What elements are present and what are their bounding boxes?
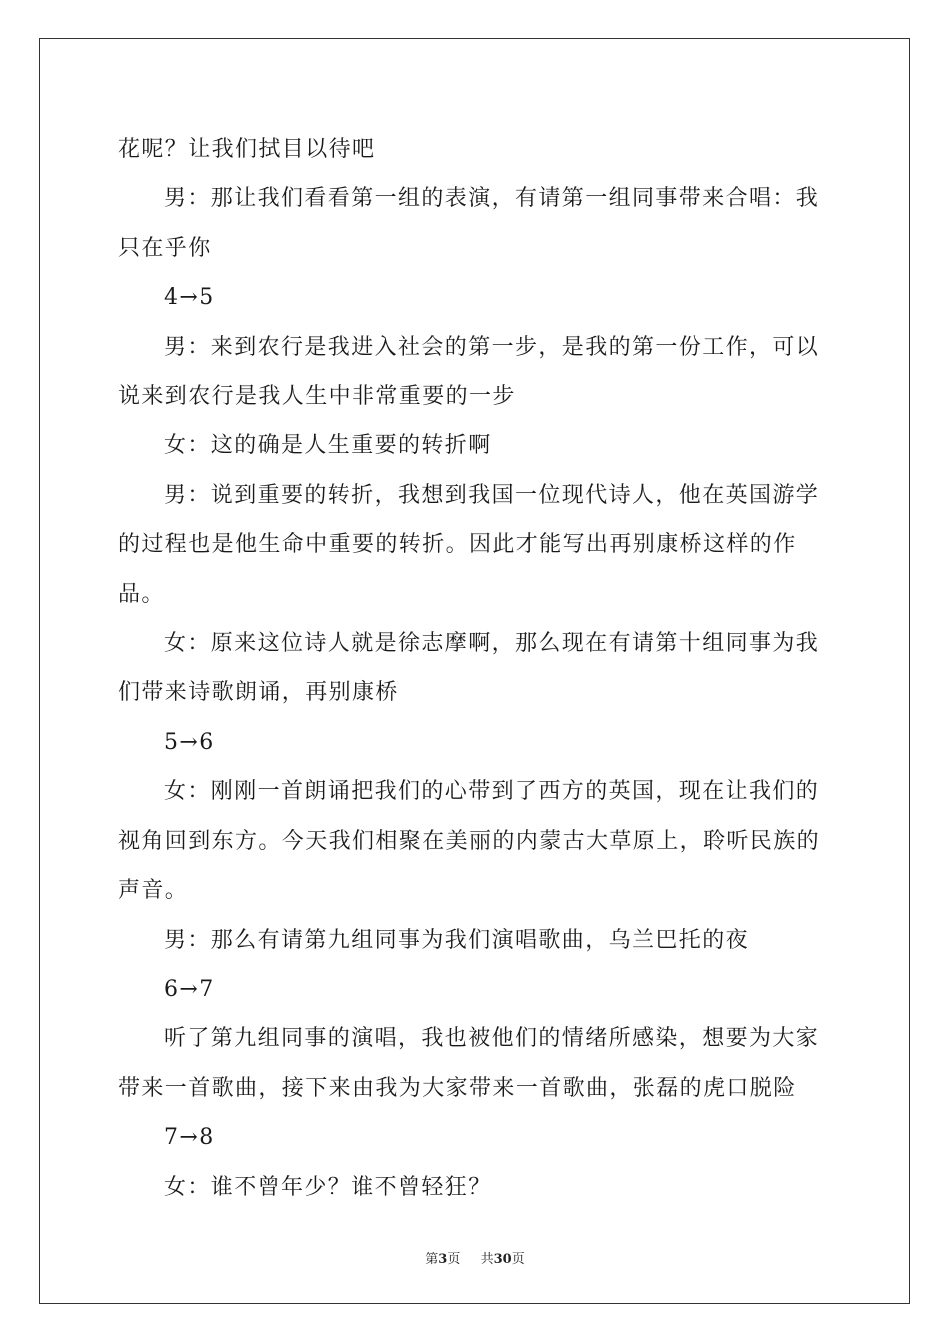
paragraph: 男：说到重要的转折，我想到我国一位现代诗人，他在英国游学的过程也是他生命中重要的转折。因此才能写出再别康桥这样的作品。 xyxy=(118,482,820,607)
page-indicator: 第3页 xyxy=(425,1252,461,1267)
total-pages-indicator: 共30页 xyxy=(480,1252,525,1267)
paragraph: 花呢？让我们拭目以待吧 xyxy=(118,137,376,162)
section-marker: 7→8 xyxy=(164,1125,215,1151)
paragraph: 男：那让我们看看第一组的表演，有请第一组同事带来合唱：我只在乎你 xyxy=(118,186,820,261)
section-marker: 5→6 xyxy=(164,729,215,755)
paragraph: 女：这的确是人生重要的转折啊 xyxy=(164,433,492,459)
paragraph: 听了第九组同事的演唱，我也被他们的情绪所感染，想要为大家带来一首歌曲，接下来由我为大家带来一首歌曲，张磊的虎口脱险 xyxy=(118,1026,820,1101)
section-marker: 4→5 xyxy=(164,285,215,311)
page-footer xyxy=(0,1248,950,1267)
document-body xyxy=(118,125,838,1212)
paragraph: 女：谁不曾年少？谁不曾轻狂？ xyxy=(164,1174,492,1200)
paragraph: 女：刚刚一首朗诵把我们的心带到了西方的英国，现在让我们的视角回到东方。今天我们相聚在美丽的内蒙古大草原上，聆听民族的声音。 xyxy=(118,779,821,904)
paragraph: 女：原来这位诗人就是徐志摩啊，那么现在有请第十组同事为我们带来诗歌朗诵，再别康桥 xyxy=(118,631,820,706)
current-page-number: 3 xyxy=(438,1252,448,1267)
section-marker: 6→7 xyxy=(164,976,215,1002)
total-pages-number: 30 xyxy=(493,1252,512,1267)
paragraph: 男：那么有请第九组同事为我们演唱歌曲，乌兰巴托的夜 xyxy=(164,927,750,953)
paragraph: 男：来到农行是我进入社会的第一步，是我的第一份工作，可以说来到农行是我人生中非常重要的一步 xyxy=(118,334,820,410)
